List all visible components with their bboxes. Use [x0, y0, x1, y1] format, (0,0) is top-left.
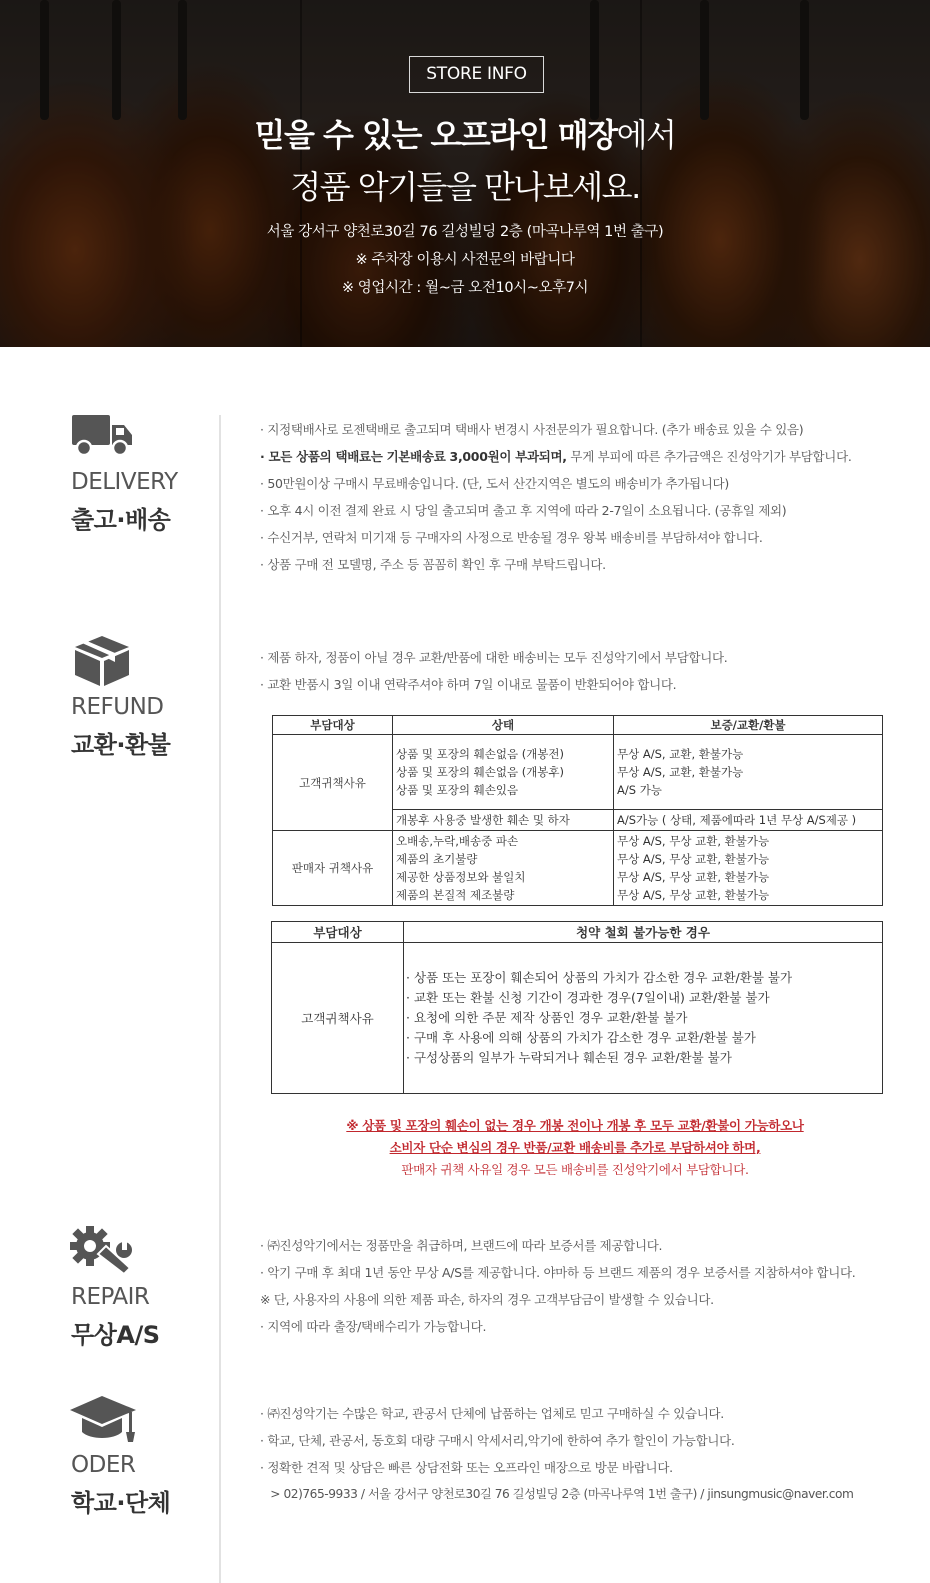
- gear-wrench-icon: [68, 1224, 134, 1284]
- state-line: 상품 및 포장의 훼손없음 (개봉전): [396, 747, 565, 761]
- hero-headline-2: 정품 악기들을 만나보세요.: [290, 168, 640, 206]
- delivery-title-ko: 출고·배송: [71, 506, 171, 534]
- box-icon: [73, 634, 131, 692]
- table-header: 상태: [393, 716, 614, 735]
- section-divider-line: [219, 415, 221, 1583]
- parking-notice: ※ 주차장 이용시 사전문의 바랍니다: [355, 252, 575, 268]
- refund-title-en: REFUND: [71, 694, 164, 720]
- non-refundable-item: · 구매 후 사용에 의해 상품의 가치가 감소한 경우 교환/환불 불가: [406, 1030, 756, 1045]
- repair-line: · 악기 구매 후 최대 1년 동안 무상 A/S를 제공합니다. 야마하 등 브랜드 제품의 경우 보증서를 지참하셔야 합니다.: [260, 1265, 856, 1280]
- repair-line: · 지역에 따라 출장/택배수리가 가능합니다.: [260, 1319, 487, 1334]
- hero-headline-rest: 에서: [616, 116, 676, 154]
- customer-fault-cell: 고객귀책사유: [273, 735, 393, 831]
- table-header: 보증/교환/환불: [614, 716, 883, 735]
- store-info-banner: [0, 0, 930, 347]
- non-refundable-item: · 구성상품의 일부가 누락되거나 훼손된 경우 교환/환불 불가: [406, 1050, 732, 1065]
- result-cell: [614, 831, 883, 906]
- result-line: 무상 A/S, 교환, 환불가능: [617, 765, 744, 779]
- delivery-line-bold: · 모든 상품의 택배료는 기본배송료 3,000원이 부과되며,: [260, 449, 567, 464]
- repair-line: ※ 단, 사용자의 사용에 의한 제품 파손, 하자의 경우 고객부담금이 발생할 수 있습니다.: [260, 1292, 714, 1307]
- state-line: 제품의 본질적 제조불량: [396, 888, 515, 902]
- state-line: 오배송,누락,배송중 파손: [396, 834, 519, 848]
- delivery-line: · 50만원이상 구매시 무료배송입니다. (단, 도서 산간지역은 별도의 배송비가 추가됩니다): [260, 476, 729, 491]
- repair-title-ko: 무상A/S: [71, 1321, 160, 1349]
- refund-notice-line: 판매자 귀책 사유일 경우 모든 배송비를 진성악기에서 부담합니다.: [401, 1162, 749, 1177]
- state-cell: [393, 735, 614, 810]
- store-address: 서울 강서구 양천로30길 76 길성빌딩 2층 (마곡나루역 1번 출구): [266, 224, 664, 240]
- result-cell: A/S가능 ( 상태, 제품에따라 1년 무상 A/S제공 ): [614, 810, 883, 831]
- non-refundable-table: [271, 921, 883, 1094]
- warranty-table: [272, 715, 883, 906]
- non-refundable-cell: [404, 943, 883, 1094]
- result-cell: [614, 735, 883, 810]
- order-line: · 학교, 단체, 관공서, 동호회 대량 구매시 악세서리,악기에 한하여 추가 할인이 가능합니다.: [260, 1433, 735, 1448]
- delivery-title-en: DELIVERY: [71, 469, 178, 495]
- state-line: 제공한 상품정보와 불일치: [396, 870, 526, 884]
- order-line: · ㈜진성악기는 수많은 학교, 관공서 단체에 납품하는 업체로 믿고 구매하실 수 있습니다.: [260, 1406, 724, 1421]
- state-cell: 개봉후 사용중 발생한 훼손 및 하자: [393, 810, 614, 831]
- result-line: 무상 A/S, 무상 교환, 환불가능: [617, 852, 770, 866]
- delivery-line: · 오후 4시 이전 결제 완료 시 당일 출고되며 출고 후 지역에 따라 2-7일이 소요됩니다. (공휴일 제외): [260, 503, 787, 518]
- non-refundable-item: · 요청에 의한 주문 제작 상품인 경우 교환/환불 불가: [406, 1010, 688, 1025]
- table-header: 청약 철회 불가능한 경우: [404, 922, 883, 943]
- store-info-badge: STORE INFO: [409, 56, 544, 93]
- result-line: 무상 A/S, 무상 교환, 환불가능: [617, 834, 770, 848]
- refund-notice-line: ※ 상품 및 포장의 훼손이 없는 경우 개봉 전이나 개봉 후 모두 교환/환불이 가능하오나: [346, 1118, 804, 1133]
- order-title-ko: 학교·단체: [71, 1489, 171, 1517]
- state-line: 제품의 초기불량: [396, 852, 478, 866]
- repair-title-en: REPAIR: [71, 1284, 150, 1310]
- delivery-line-rest: 무게 부피에 따른 추가금액은 진성악기가 부담합니다.: [566, 449, 852, 464]
- business-hours: ※ 영업시간 : 월~금 오전10시~오후7시: [341, 280, 589, 296]
- result-line: 무상 A/S, 무상 교환, 환불가능: [617, 888, 770, 902]
- refund-title-ko: 교환·환불: [71, 731, 171, 759]
- customer-fault-cell: 고객귀책사유: [272, 943, 404, 1094]
- delivery-line: · 상품 구매 전 모델명, 주소 등 꼼꼼히 확인 후 구매 부탁드립니다.: [260, 557, 606, 572]
- result-line: 무상 A/S, 무상 교환, 환불가능: [617, 870, 770, 884]
- state-cell: [393, 831, 614, 906]
- result-line: 무상 A/S, 교환, 환불가능: [617, 747, 744, 761]
- non-refundable-item: · 상품 또는 포장이 훼손되어 상품의 가치가 감소한 경우 교환/환불 불가: [406, 970, 793, 985]
- delivery-line: · 지정택배사로 로젠택배로 출고되며 택배사 변경시 사전문의가 필요합니다. (추가 배송료 있을 수 있음): [260, 422, 804, 437]
- order-title-en: ODER: [71, 1452, 136, 1478]
- contact-line: > 02)765-9933 / 서울 강서구 양천로30길 76 길성빌딩 2층 (마곡나루역 1번 출구) / jinsungmusic@naver.com: [260, 1487, 854, 1501]
- repair-line: · ㈜진성악기에서는 정품만을 취급하며, 브랜드에 따라 보증서를 제공합니다.: [260, 1238, 663, 1253]
- state-line: 상품 및 포장의 훼손있음: [396, 783, 519, 797]
- non-refundable-item: · 교환 또는 환불 신청 기간이 경과한 경우(7일이내) 교환/환불 불가: [406, 990, 770, 1005]
- seller-fault-cell: 판매자 귀책사유: [273, 831, 393, 906]
- hero-headline: [0, 110, 930, 156]
- table-header: 부담대상: [273, 716, 393, 735]
- delivery-line: · 수신거부, 연락처 미기재 등 구매자의 사정으로 반송될 경우 왕복 배송비를 부담하셔야 합니다.: [260, 530, 763, 545]
- order-line: · 정확한 견적 및 상담은 빠른 상담전화 또는 오프라인 매장으로 방문 바랍니다.: [260, 1460, 673, 1475]
- refund-line: · 제품 하자, 정품이 아닐 경우 교환/반품에 대한 배송비는 모두 진성악기에서 부담합니다.: [260, 650, 728, 665]
- result-line: A/S 가능: [617, 783, 662, 797]
- hero-headline-bold: 믿을 수 있는 오프라인 매장: [254, 116, 617, 154]
- truck-icon: [70, 413, 134, 461]
- refund-line: · 교환 반품시 3일 이내 연락주셔야 하며 7일 이내로 물품이 반환되어야 합니다.: [260, 677, 677, 692]
- graduation-cap-icon: [68, 1394, 138, 1448]
- table-header: 부담대상: [272, 922, 404, 943]
- refund-notice-line: 소비자 단순 변심의 경우 반품/교환 배송비를 추가로 부담하셔야 하며,: [389, 1140, 761, 1155]
- state-line: 상품 및 포장의 훼손없음 (개봉후): [396, 765, 565, 779]
- delivery-line: [260, 447, 852, 465]
